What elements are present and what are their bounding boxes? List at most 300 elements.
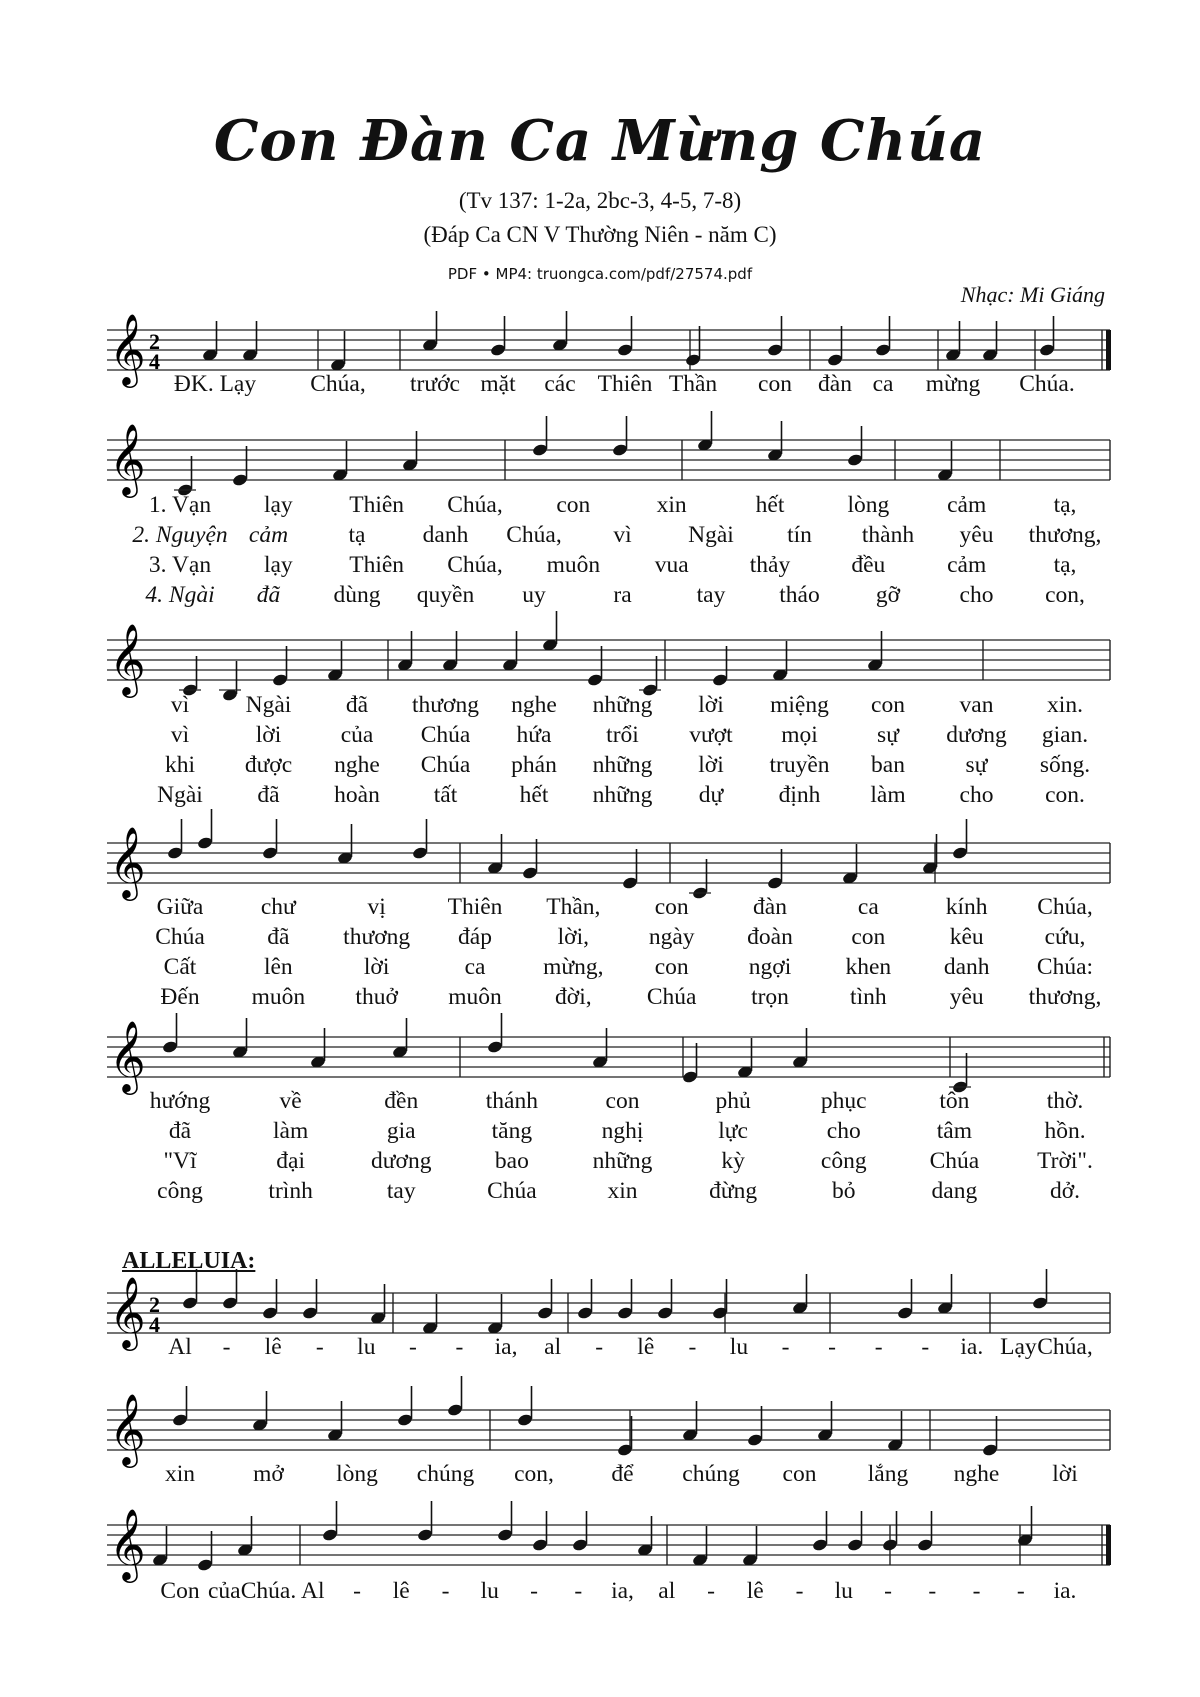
note-head [617,1279,634,1320]
final-barline [1106,330,1111,370]
note-head [327,1401,344,1442]
lyric-syllable: đoàn [747,924,793,950]
lyric-syllable: nghe [953,1461,1000,1487]
lyric-syllable: những [592,692,653,718]
lyric-syllable: công [157,1178,203,1204]
note-head [587,646,604,687]
lyric-syllable: các [544,371,576,397]
lyric-syllable: của [207,1578,241,1604]
treble-clef-icon: 𝄞 [109,1275,146,1348]
note-head [197,1531,214,1572]
lyric-syllable: yêu [959,522,994,548]
lyric-syllable: - [921,1334,930,1360]
lyric-syllable: cảm [947,552,987,578]
lyric-syllable: - [972,1578,981,1604]
lyric-syllable: lu [480,1578,499,1604]
lyric-syllable: thương, [1028,522,1102,548]
lyric-syllable: Chúa [929,1148,980,1174]
lyric-syllable: tay [386,1178,416,1204]
lyric-syllable: Chúa, [1037,894,1093,920]
lyric-syllable: kỳ [721,1148,745,1174]
note-head [332,441,349,482]
lyric-syllable: tạ, [1053,552,1077,578]
lyric-syllable: đàn [753,894,787,920]
note-head [682,1401,699,1442]
time-signature-top: 2 [149,1292,160,1317]
note-head [182,656,199,697]
lyric-syllable: Chúa, [447,552,503,578]
lyric-syllable: hết [519,782,549,808]
note-head [767,316,784,357]
note-head [712,1279,729,1320]
lyric-syllable: uy [522,582,546,608]
lyric-syllable: thảy [749,552,791,578]
lyric-syllable: gian. [1041,722,1089,748]
note-head [982,1416,999,1457]
lyric-syllable: tăng [491,1118,533,1144]
lyric-syllable: Ngài [688,522,734,548]
lyric-syllable: xin. [1047,692,1083,718]
lyric-syllable: Chúa [646,984,697,1010]
lyric-syllable: mở [253,1461,284,1487]
note-head [532,1511,549,1552]
note-head [847,426,864,467]
lyric-syllable: ngày [648,924,695,950]
lyric-syllable: con, [514,1461,554,1487]
lyric-syllable: al [658,1578,676,1604]
treble-clef-icon: 𝄞 [109,1507,146,1580]
note-head [487,1294,504,1335]
lyric-syllable: lê [264,1334,282,1360]
lyric-syllable: gỡ [875,582,901,608]
lyric-syllable: phục [820,1088,867,1114]
note-head [847,1511,864,1552]
lyric-syllable: kêu [949,924,984,950]
note-head [272,646,289,687]
lyric-syllable: lạy [263,552,293,578]
note-head [552,311,569,352]
lyric-syllable: 4. Ngài [145,582,215,608]
lyric-syllable: dự [698,782,724,808]
lyric-syllable: lời [698,692,724,718]
lyric-syllable: đừng [709,1178,758,1204]
lyric-syllable: cho [826,1118,861,1144]
lyric-syllable: al [544,1334,562,1360]
treble-clef-icon: 𝄞 [109,1392,146,1465]
lyric-syllable: thờ. [1046,1088,1084,1114]
lyric-syllable: Thần [668,371,718,397]
note-head [397,631,414,672]
note-head [657,1279,674,1320]
lyric-syllable: ia. [960,1334,984,1360]
song-title: Con Đàn Ca Mừng Chúa [213,108,987,174]
lyric-syllable: Thiên [349,552,405,578]
lyric-syllable: bỏ [832,1178,856,1204]
lyric-syllable: nghe [334,752,380,778]
alleluia-heading: ALLELUIA: [122,1248,256,1274]
lyric-syllable: cho [959,782,994,808]
lyric-syllable: - [455,1334,464,1360]
lyric-syllable: tạ [348,522,366,548]
lyric-syllable: sống. [1039,752,1091,778]
note-head [542,611,559,652]
note-head [330,331,347,372]
note-head [867,631,884,672]
note-head [397,1386,414,1427]
note-head [522,839,539,880]
treble-clef-icon: 𝄞 [109,312,146,385]
lyric-syllable: khi [164,752,196,778]
lyric-syllable: lời [363,954,390,980]
note-head [772,641,789,682]
note-head [172,1386,189,1427]
lyric-syllable: Chúa [420,752,471,778]
lyric-syllable: Giữa [156,894,204,920]
lyric-syllable: Trời". [1037,1148,1093,1174]
lyric-syllable: đáp [458,924,492,950]
lyric-syllable: đã [345,692,369,718]
lyric-syllable: tôn [939,1088,970,1114]
note-head [537,1279,554,1320]
lyric-syllable: lời [255,722,282,748]
psalm-reference: (Tv 137: 1-2a, 2bc-3, 4-5, 7-8) [458,188,742,213]
note-head [487,1013,504,1054]
note-head [222,661,239,702]
lyric-syllable: truyền [769,752,830,778]
note-head [917,1511,934,1552]
lyric-syllable: xin [164,1461,196,1487]
note-head [1017,1506,1034,1547]
lyric-syllable: đã [256,582,281,608]
lyric-syllable: chúng [416,1461,475,1487]
lyric-syllable: lê [637,1334,655,1360]
lyric-syllable: dở. [1049,1178,1081,1204]
lyric-syllable: sự [877,722,899,748]
note-head [617,1416,634,1457]
lyric-syllable: Thiên [349,492,405,518]
note-head [232,446,249,487]
note-head [792,1274,809,1315]
lyric-syllable: ra [613,582,632,608]
lyric-syllable: mặt [480,371,516,397]
note-head [517,1386,534,1427]
lyric-syllable: lòng [336,1461,378,1487]
lyric-syllable: con. [1045,782,1085,808]
lyric-syllable: cảm [947,492,987,518]
lyric-syllable: Lạy [1000,1334,1037,1360]
note-head [162,1013,179,1054]
lyric-syllable: - [574,1578,583,1604]
lyric-syllable: tất [433,782,458,808]
lyric-syllable: trổi [606,722,639,748]
lyric-syllable: những [592,782,653,808]
lyric-syllable: muôn [448,984,502,1010]
note-head [422,311,439,352]
note-head [262,1279,279,1320]
lyric-syllable: vì [170,692,190,718]
treble-clef-icon: 𝄞 [109,422,146,495]
note-head [982,321,999,362]
note-head [817,1401,834,1442]
lyric-syllable: Chúa, [310,371,366,397]
lyric-syllable: lời [1052,1461,1078,1487]
lyric-syllable: van [959,692,994,718]
lyric-syllable: vị [367,894,386,920]
note-head [310,1028,327,1069]
lyric-syllable: tâm [936,1118,972,1144]
note-head [237,1516,254,1557]
lyric-syllable: - [315,1334,324,1360]
lyric-syllable: con, [1045,582,1085,608]
note-head [167,819,184,860]
lyric-syllable: ca [464,954,486,980]
lyric-syllable: thuở [355,984,398,1010]
note-head [887,1411,904,1452]
lyric-syllable: yêu [949,984,984,1010]
lyric-syllable: thành [861,522,915,548]
lyric-syllable: Thiên [447,894,503,920]
note-head [875,316,892,357]
note-head [617,316,634,357]
note-head [222,1269,239,1310]
lyric-syllable: của [340,722,374,748]
lyric-syllable: công [820,1148,867,1174]
lyric-syllable: trọn [751,984,789,1010]
final-barline [1106,1525,1111,1565]
lyric-syllable: vượt [689,722,733,748]
lyric-syllable: - [688,1334,697,1360]
lyric-syllable: cảm [248,522,289,548]
composer: Nhạc: Mi Giáng [960,282,1105,307]
lyric-syllable: - [781,1334,790,1360]
lyric-syllable: dương [946,722,1007,748]
lyric-syllable: ban [871,752,905,778]
lyric-syllable: ngợi [748,954,792,980]
time-signature-bottom: 4 [149,1312,160,1337]
treble-clef-icon: 𝄞 [109,1019,146,1092]
treble-clef-icon: 𝄞 [109,622,146,695]
lyric-syllable: hứa [516,722,552,748]
lyric-syllable: lời, [557,924,590,950]
note-head [532,416,549,457]
note-head [1032,1269,1049,1310]
lyric-syllable: con [758,371,792,397]
lyric-syllable: làm [273,1118,309,1144]
lyric-syllable: xin [607,1178,638,1204]
lyric-syllable: chư [260,894,296,920]
lyric-syllable: ĐK. Lạy [173,371,257,397]
lyric-syllable: 1. Vạn [148,492,212,518]
lyric-syllable: vì [170,722,190,748]
note-head [812,1511,829,1552]
lyric-syllable: hướng [149,1088,211,1114]
note-head [502,631,519,672]
lyric-syllable: trước [410,371,460,397]
note-head [712,646,729,687]
note-head [417,1501,434,1542]
lyric-syllable: cứu, [1044,924,1086,950]
lyric-syllable: con [654,954,689,980]
lyric-syllable: hồn. [1044,1118,1086,1144]
lyric-syllable: sự [965,752,988,778]
note-head [202,321,219,362]
lyric-syllable: Đến [160,984,200,1010]
lyric-syllable: danh [943,954,990,980]
lyric-syllable: xin [656,492,687,518]
lyric-syllable: thương [343,924,411,950]
lyric-syllable: được [244,752,293,778]
lyric-syllable: nghe [511,692,557,718]
lyric-syllable: con [654,894,689,920]
lyric-syllable: định [778,782,821,808]
lyric-syllable: ia, [494,1334,518,1360]
lyric-syllable: 3. Vạn [148,552,212,578]
note-head [442,631,459,672]
lyric-syllable: những [592,1148,653,1174]
lyric-syllable: phán [511,752,557,778]
lyric-syllable: lê [392,1578,410,1604]
lyric-syllable: con [605,1088,640,1114]
lyric-syllable: - [441,1578,450,1604]
lyric-syllable: mừng, [543,954,604,980]
note-head [402,431,419,472]
lyric-syllable: những [592,752,653,778]
note-head [897,1279,914,1320]
lyric-syllable: kính [945,894,988,920]
lyric-syllable: đều [851,552,886,578]
lyric-syllable: bao [494,1148,529,1174]
note-head [242,321,259,362]
lyric-syllable: làm [870,782,906,808]
note-head [612,416,629,457]
lyric-syllable: lắng [867,1461,909,1487]
lyric-syllable: - [408,1334,417,1360]
note-head [182,1269,199,1310]
lyric-syllable: lê [746,1578,764,1604]
lyric-syllable: về [279,1088,302,1114]
lyric-syllable: lu [729,1334,749,1360]
lyric-syllable: muôn [546,552,601,578]
lyric-syllable: Con [160,1578,200,1604]
lyric-syllable: tín [787,522,812,548]
lyric-syllable: con [782,1461,817,1487]
note-head [685,326,702,367]
lyric-syllable: quyền [416,582,475,608]
lyric-syllable: ia, [611,1578,634,1604]
lyric-syllable: dùng [333,582,381,608]
lyric-syllable: lên [263,954,293,980]
lyric-syllable: miệng [770,692,829,718]
lyric-syllable: tháo [779,582,820,608]
lyric-syllable: tạ, [1053,492,1077,518]
lyric-syllable: - [353,1578,361,1604]
lyric-syllable: lu [357,1334,376,1360]
note-head [842,844,859,885]
note-head [937,1274,954,1315]
note-head [622,849,639,890]
note-head [952,819,969,860]
lyric-syllable: - [874,1334,883,1360]
note-head [262,819,279,860]
note-head [922,834,939,875]
note-head [572,1511,589,1552]
lyric-syllable: Chúa, [506,522,562,548]
note-head [422,1294,439,1335]
lyric-syllable: danh [422,522,469,548]
note-head [252,1391,269,1432]
lyric-syllable: dương [371,1148,432,1174]
lyric-syllable: Cất [163,954,197,980]
lyric-syllable: - [222,1334,231,1360]
lyric-syllable: Chúa. [240,1578,297,1604]
note-head [1039,316,1056,357]
lyric-syllable: lạy [263,492,293,518]
lyric-syllable: dang [931,1178,978,1204]
note-head [370,1284,387,1325]
note-head [637,1516,654,1557]
note-head [322,1501,339,1542]
lyric-syllable: lòng [847,492,890,518]
note-head [945,321,962,362]
lyric-syllable: "Vĩ [163,1148,197,1174]
lyric-syllable: Chúa, [1037,1334,1093,1360]
note-head [447,1376,464,1417]
note-head [767,421,784,462]
time-signature-bottom: 4 [149,349,160,374]
lyric-syllable: đã [267,924,290,950]
lyric-syllable: - [1016,1578,1025,1604]
lyric-syllable: - [707,1578,715,1604]
occasion: (Đáp Ca CN V Thường Niên - năm C) [423,222,777,247]
note-head [577,1279,594,1320]
lyric-syllable: lu [834,1578,853,1604]
note-head [152,1526,169,1567]
lyric-syllable: Ngài [157,782,203,808]
lyric-syllable: đền [384,1088,419,1114]
lyric-syllable: Chúa. [1019,371,1075,397]
lyric-syllable: vì [613,522,632,548]
lyric-syllable: - [595,1334,604,1360]
lyric-syllable: thương, [1028,984,1102,1010]
lyric-syllable: mừng [925,371,981,397]
lyric-syllable: tay [696,582,726,608]
lyric-syllable: tình [850,984,887,1010]
note-head [490,316,507,357]
lyric-syllable: Chúa, [447,492,503,518]
lyric-syllable: ia. [1053,1578,1077,1604]
note-head [937,441,954,482]
lyric-syllable: hết [755,492,785,518]
lyric-syllable: Chúa [420,722,471,748]
note-head [742,1526,759,1567]
pdf-link[interactable]: PDF • MP4: truongca.com/pdf/27574.pdf [447,265,753,283]
lyric-syllable: nghị [601,1118,644,1144]
note-head [692,859,709,900]
lyric-syllable: Ngài [245,692,292,718]
note-head [177,456,194,497]
note-head [642,656,659,697]
lyric-syllable: mọi [781,722,818,748]
lyric-syllable: trình [268,1178,313,1204]
note-head [767,849,784,890]
lyric-syllable: thánh [485,1088,538,1114]
lyric-syllable: ca [872,371,894,397]
note-head [792,1028,809,1069]
lyric-syllable: Thần, [546,894,601,920]
note-head [497,1501,514,1542]
note-head [412,819,429,860]
lyric-syllable: Chúa [155,924,205,950]
